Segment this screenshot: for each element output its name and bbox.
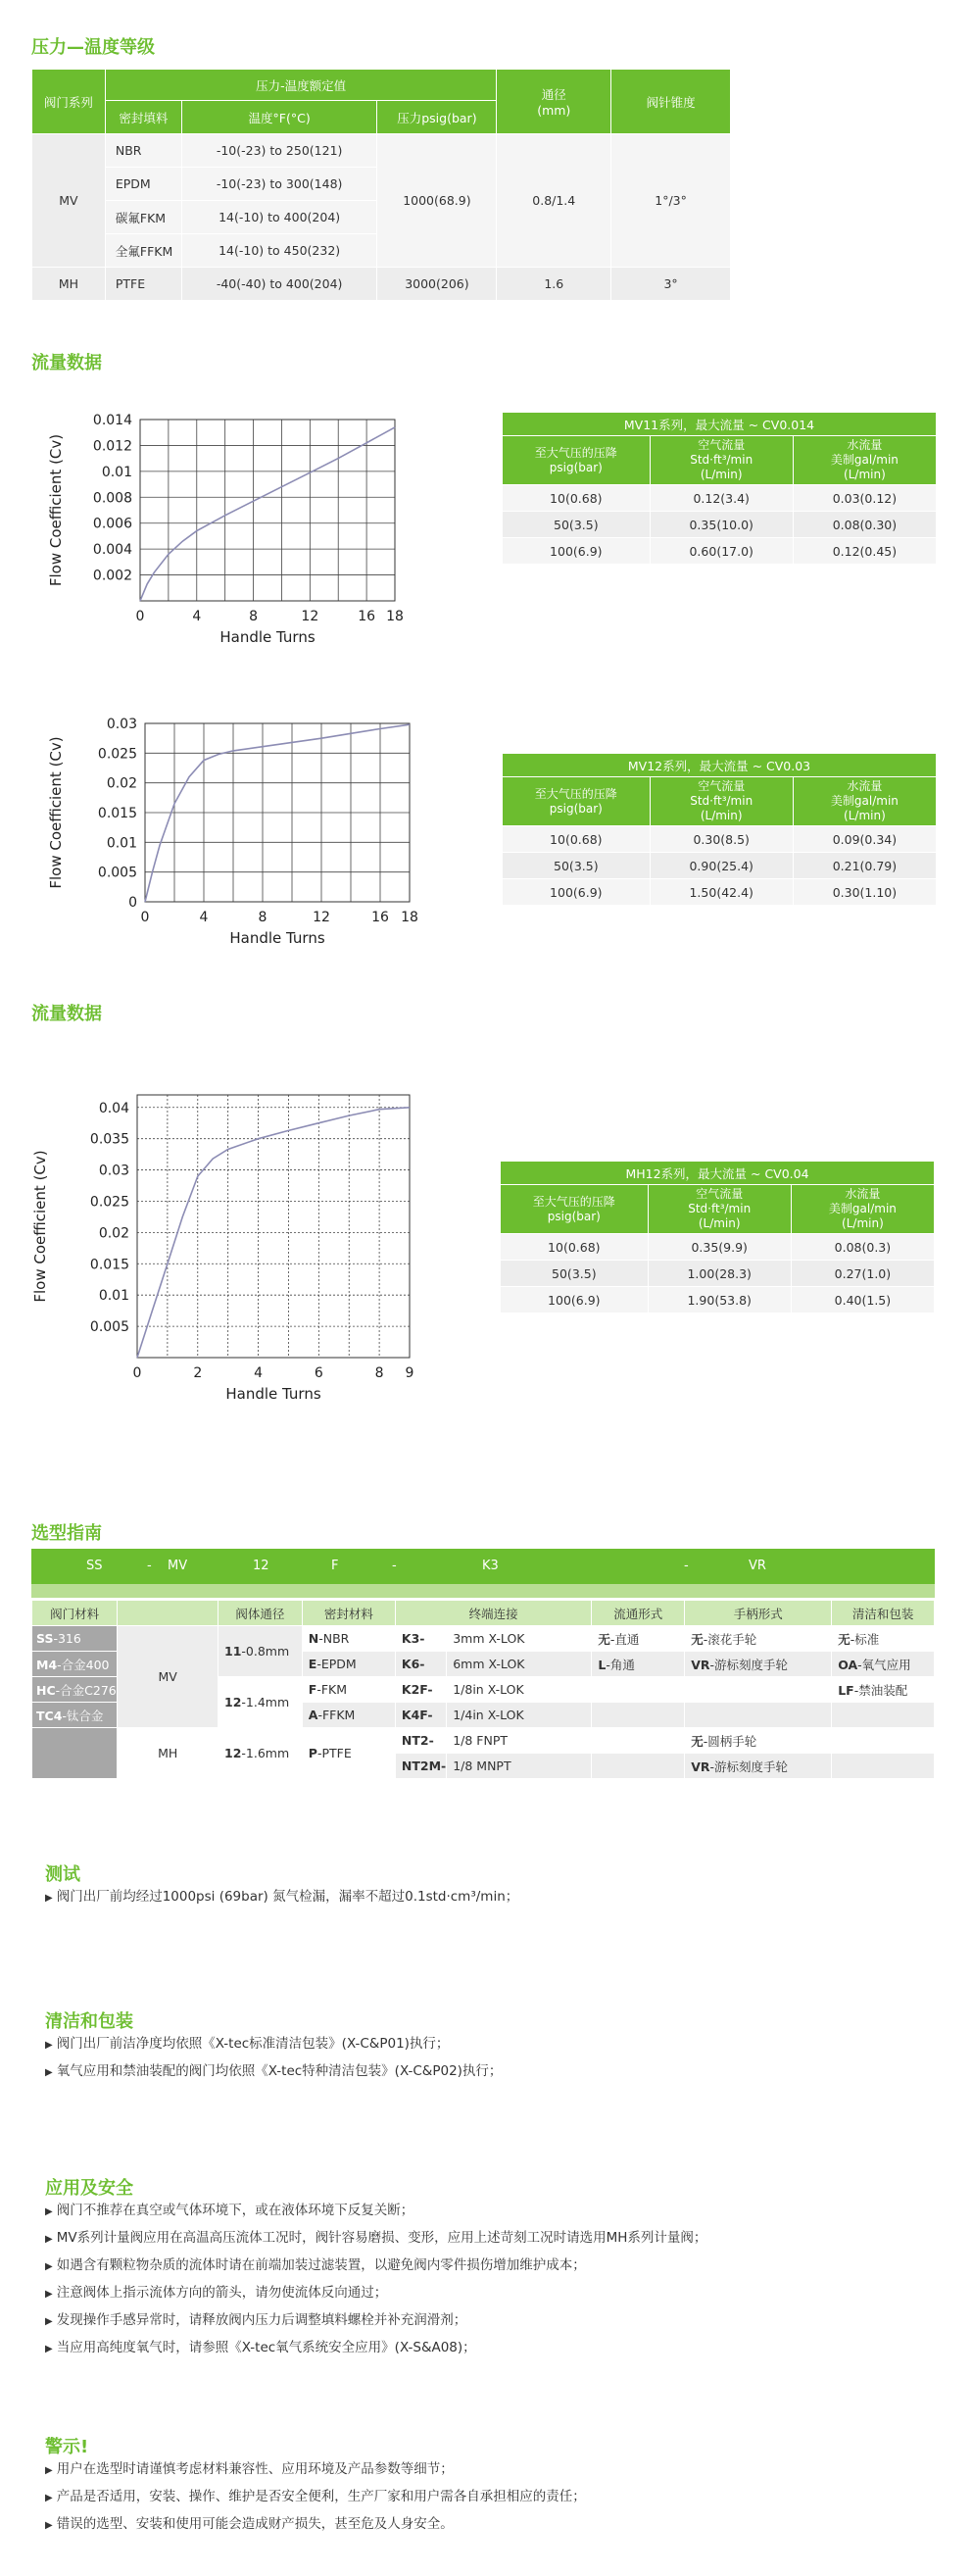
y-tick-label: 0.01 [98, 1288, 129, 1305]
plot-frame [140, 420, 395, 601]
selection-section-title: 选型指南 [31, 1523, 102, 1544]
table-row [32, 1728, 935, 1754]
example-sep: - [147, 1559, 152, 1573]
y-tick-label: 0.008 [92, 490, 132, 507]
temp-cell: -10(-23) to 300(148) [181, 168, 377, 201]
y-tick-label: 0.012 [92, 438, 132, 455]
flow-table-mv11 [502, 412, 937, 565]
x-tick-label: 9 [405, 1365, 414, 1381]
bullet-icon: ▶ [45, 1893, 53, 1904]
mv-orifice-cell: 0.8/1.4 [497, 134, 611, 268]
list-item: ▶ 氧气应用和禁油装配的阀门均依照《X-tec特种清洁包装》(X-C&P02)执行； [45, 2063, 503, 2079]
header-seal: 密封填料 [105, 101, 181, 134]
x-tick-label: 16 [371, 910, 389, 925]
flow-table-header: 空气流量 Std·ft³/min (L/min) [650, 436, 793, 485]
material-cell: HC-合金C276 [32, 1677, 118, 1703]
y-tick-label: 0.006 [92, 516, 132, 532]
x-tick-label: 8 [258, 910, 267, 925]
warning-title: 警示! [45, 2437, 89, 2457]
flow-table-cell: 0.08(0.3) [791, 1234, 934, 1261]
flow-table-cell: 0.21(0.79) [793, 853, 936, 879]
seal-cell: P-PTFE [302, 1728, 395, 1779]
seal-cell: NBR [105, 134, 181, 168]
example-code: K3 [482, 1559, 499, 1573]
header-temp: 温度°F(°C) [181, 101, 377, 134]
flow-table-header: 空气流量 Std·ft³/min (L/min) [648, 1185, 791, 1234]
x-tick-label: 18 [401, 910, 418, 925]
selection-example-bar [31, 1549, 935, 1584]
cleaning-cell: OA-氧气应用 [832, 1652, 935, 1677]
x-axis-label: Handle Turns [225, 1385, 321, 1403]
handle-cell: 无-滚花手轮 [685, 1626, 832, 1652]
pt-section-title: 压力—温度等级 [31, 37, 155, 58]
header-end: 终端连接 [395, 1601, 592, 1626]
end-text: 6mm X-LOK [447, 1652, 592, 1677]
flow-table-cell: 0.35(9.9) [648, 1234, 791, 1261]
y-tick-label: 0.02 [106, 775, 137, 792]
y-axis-label: Flow Coefficient (Cv) [47, 433, 65, 587]
series-mv-cell: MV [118, 1626, 219, 1728]
flow-table-cell: 0.12(0.45) [793, 538, 936, 565]
header-rating: 压力-温度额定值 [105, 70, 496, 101]
flow-table-cell: 0.30(1.10) [793, 879, 936, 906]
y-tick-label: 0.005 [89, 1319, 129, 1336]
table-row [32, 1626, 935, 1652]
example-sep: - [392, 1559, 397, 1573]
bullet-icon: ▶ [45, 2234, 53, 2245]
orifice-cell: 12-1.6mm [219, 1728, 303, 1779]
table-row [501, 1287, 935, 1313]
list-item: ▶ 产品是否适用，安装、操作、维护是否安全便利，生产厂家和用户需各自承担相应的责任； [45, 2489, 586, 2504]
table-row [503, 512, 937, 538]
y-tick-label: 0.004 [92, 542, 132, 559]
safety-title: 应用及安全 [45, 2178, 133, 2199]
end-code: K2F- [395, 1677, 446, 1703]
example-sep: - [684, 1559, 689, 1573]
flow-table-cell: 0.12(3.4) [650, 485, 793, 512]
flow-table-cell: 0.09(0.34) [793, 826, 936, 853]
end-text: 1/8 MNPT [447, 1754, 592, 1779]
list-item: ▶ 错误的选型、安装和使用可能会造成财产损失，甚至危及人身安全。 [45, 2516, 454, 2532]
y-tick-label: 0.005 [97, 865, 137, 881]
table-row [503, 853, 937, 879]
x-tick-label: 18 [386, 609, 404, 624]
y-tick-label: 0.002 [92, 568, 132, 584]
header-valve-series: 阀门系列 [32, 70, 106, 134]
table-row [32, 134, 731, 168]
example-code: F [331, 1559, 339, 1573]
end-code: NT2M- [395, 1754, 446, 1779]
y-tick-label: 0.015 [89, 1257, 129, 1273]
header-pressure: 压力psig(bar) [377, 101, 497, 134]
flow-table-cell: 10(0.68) [503, 826, 651, 853]
material-cell: M4-合金400 [32, 1652, 118, 1677]
mh-taper-cell: 3° [611, 268, 731, 301]
y-tick-label: 0.025 [89, 1194, 129, 1211]
seal-cell: 碳氟FKM [105, 201, 181, 234]
header-orifice: 通径 (mm) [497, 70, 611, 134]
mv-pressure-cell: 1000(68.9) [377, 134, 497, 268]
warning-list [45, 2456, 586, 2539]
seal-cell: 全氟FFKM [105, 234, 181, 268]
handle-cell: VR-游标刻度手轮 [685, 1754, 832, 1779]
y-tick-label: 0.015 [97, 806, 137, 821]
header-material: 阀门材料 [32, 1601, 118, 1626]
x-tick-label: 12 [301, 609, 319, 624]
cleaning-cell: LF-禁油装配 [832, 1677, 935, 1703]
header-orifice: 阀体通径 [219, 1601, 303, 1626]
flow-table-cell: 0.90(25.4) [650, 853, 793, 879]
header-handle: 手柄形式 [685, 1601, 832, 1626]
flow-table-cell: 10(0.68) [503, 485, 651, 512]
x-tick-label: 4 [199, 910, 209, 925]
safety-list [45, 2198, 706, 2362]
example-code: 12 [253, 1559, 269, 1573]
example-code: VR [749, 1559, 766, 1573]
flow-table-cell: 1.00(28.3) [648, 1261, 791, 1287]
flow-table-header: 水流量 美制gal/min (L/min) [793, 436, 936, 485]
orifice-cell: 11-0.8mm [219, 1626, 303, 1677]
mh-orifice-cell: 1.6 [497, 268, 611, 301]
series-line [145, 724, 410, 902]
y-tick-label: 0.04 [98, 1100, 129, 1116]
bullet-icon: ▶ [45, 2465, 53, 2476]
selection-guide-table [31, 1600, 935, 1779]
header-stem-taper: 阀针锥度 [611, 70, 731, 134]
flow-chart-mv11 [37, 402, 419, 667]
flow-table-cell: 1.50(42.4) [650, 879, 793, 906]
bullet-icon: ▶ [45, 2493, 53, 2503]
x-axis-label: Handle Turns [229, 929, 325, 947]
bullet-icon: ▶ [45, 2316, 53, 2327]
flow-table-header: 至大气压的压降 psig(bar) [503, 436, 651, 485]
flow-table-header: 至大气压的压降 psig(bar) [501, 1185, 649, 1234]
flow-table-cell: 0.08(0.30) [793, 512, 936, 538]
y-tick-label: 0.02 [98, 1225, 129, 1242]
bullet-icon: ▶ [45, 2040, 53, 2051]
y-tick-label: 0.03 [98, 1163, 129, 1179]
list-item: ▶ 如遇含有颗粒物杂质的流体时请在前端加装过滤装置，以避免阀内零件损伤增加维护成本； [45, 2257, 586, 2273]
list-item: ▶ MV系列计量阀应用在高温高压流体工况时，阀针容易磨损、变形，应用上述苛刻工况时请选用MH系列计量阀； [45, 2230, 707, 2246]
header-cleaning: 清洁和包装 [832, 1601, 935, 1626]
flow-table-header: 水流量 美制gal/min (L/min) [791, 1185, 934, 1234]
flow-table-cell: 50(3.5) [501, 1261, 649, 1287]
x-tick-label: 16 [358, 609, 376, 624]
bullet-icon: ▶ [45, 2261, 53, 2272]
example-code: SS [86, 1559, 103, 1573]
mh-pressure-cell: 3000(206) [377, 268, 497, 301]
list-item: ▶ 用户在选型时请谨慎考虑材料兼容性、应用环境及产品参数等细节； [45, 2461, 454, 2477]
flow-table-mh12 [500, 1161, 935, 1313]
flow-table-cell: 1.90(53.8) [648, 1287, 791, 1313]
seal-cell: N-NBR [302, 1626, 395, 1652]
y-tick-label: 0 [128, 895, 137, 911]
x-tick-label: 8 [249, 609, 259, 624]
list-item: ▶ 发现操作手感异常时，请释放阀内压力后调整填料螺栓并补充润滑剂； [45, 2312, 467, 2328]
flow-table-title: MV12系列，最大流量 ~ CV0.03 [503, 754, 937, 777]
mv-taper-cell: 1°/3° [611, 134, 731, 268]
flow-section-title-2: 流量数据 [31, 1004, 102, 1024]
seal-cell: A-FFKM [302, 1703, 395, 1728]
end-code: K4F- [395, 1703, 446, 1728]
flow-table-header: 水流量 美制gal/min (L/min) [793, 777, 936, 826]
bullet-icon: ▶ [45, 2520, 53, 2531]
seal-cell: EPDM [105, 168, 181, 201]
clean-list [45, 2031, 502, 2086]
y-tick-label: 0.01 [106, 835, 137, 852]
y-axis-label: Flow Coefficient (Cv) [47, 736, 65, 889]
x-tick-label: 8 [374, 1365, 384, 1381]
selection-divider [31, 1584, 935, 1598]
mh-series-cell: MH [32, 268, 106, 301]
y-tick-label: 0.025 [97, 746, 137, 763]
flow-cell: L-角通 [592, 1652, 685, 1677]
flow-table-header: 空气流量 Std·ft³/min (L/min) [650, 777, 793, 826]
test-list [45, 1884, 518, 1911]
end-code: NT2- [395, 1728, 446, 1754]
cleaning-cell: 无-标准 [832, 1626, 935, 1652]
flow-table-cell: 100(6.9) [501, 1287, 649, 1313]
pressure-temperature-table [31, 69, 731, 301]
flow-table-cell: 100(6.9) [503, 879, 651, 906]
table-row [503, 826, 937, 853]
table-row [501, 1261, 935, 1287]
temp-cell: 14(-10) to 400(204) [181, 201, 377, 234]
clean-title: 清洁和包装 [45, 2011, 133, 2032]
seal-cell: PTFE [105, 268, 181, 301]
x-axis-label: Handle Turns [219, 628, 316, 646]
temp-cell: -10(-23) to 250(121) [181, 134, 377, 168]
handle-cell: VR-游标刻度手轮 [685, 1652, 832, 1677]
flow-chart-mh12 [22, 1073, 443, 1407]
flow-table-cell: 0.40(1.5) [791, 1287, 934, 1313]
flow-table-cell: 0.35(10.0) [650, 512, 793, 538]
end-text: 1/8 FNPT [447, 1728, 592, 1754]
example-code: MV [168, 1559, 188, 1573]
seal-cell: E-EPDM [302, 1652, 395, 1677]
end-text: 1/4in X-LOK [447, 1703, 592, 1728]
flow-table-cell: 100(6.9) [503, 538, 651, 565]
list-item: ▶ 当应用高纯度氧气时，请参照《X-tec氧气系统安全应用》(X-S&A08)； [45, 2340, 476, 2355]
test-title: 测试 [45, 1864, 80, 1885]
table-row [503, 879, 937, 906]
y-axis-label: Flow Coefficient (Cv) [31, 1150, 49, 1303]
bullet-icon: ▶ [45, 2206, 53, 2217]
table-row [501, 1234, 935, 1261]
list-item: ▶ 注意阀体上指示流体方向的箭头，请勿使流体反向通过； [45, 2285, 388, 2301]
flow-table-title: MH12系列，最大流量 ~ CV0.04 [501, 1162, 935, 1185]
x-tick-label: 0 [140, 910, 150, 925]
flow-table-header: 至大气压的压降 psig(bar) [503, 777, 651, 826]
flow-table-cell: 0.03(0.12) [793, 485, 936, 512]
header-seal: 密封材料 [302, 1601, 395, 1626]
series-mh-cell: MH [118, 1728, 219, 1779]
x-tick-label: 6 [314, 1365, 323, 1381]
flow-cell: 无-直通 [592, 1626, 685, 1652]
list-item: ▶ 阀门出厂前洁净度均依照《X-tec标准清洁包装》(X-C&P01)执行； [45, 2036, 450, 2052]
material-cell: SS-316 [32, 1626, 118, 1652]
flow-table-cell: 0.30(8.5) [650, 826, 793, 853]
end-text: 1/8in X-LOK [447, 1677, 592, 1703]
end-code: K6- [395, 1652, 446, 1677]
material-cell: TC4-钛合金 [32, 1703, 118, 1728]
seal-cell: F-FKM [302, 1677, 395, 1703]
header-flow: 流通形式 [592, 1601, 685, 1626]
x-tick-label: 0 [135, 609, 145, 624]
bullet-icon: ▶ [45, 2067, 53, 2078]
y-tick-label: 0.014 [92, 413, 132, 428]
bullet-icon: ▶ [45, 2289, 53, 2300]
bullet-icon: ▶ [45, 2344, 53, 2354]
y-tick-label: 0.035 [89, 1131, 129, 1148]
flow-table-cell: 50(3.5) [503, 853, 651, 879]
flow-section-title-1: 流量数据 [31, 353, 102, 373]
x-tick-label: 12 [313, 910, 330, 925]
temp-cell: 14(-10) to 450(232) [181, 234, 377, 268]
flow-table-cell: 0.27(1.0) [791, 1261, 934, 1287]
x-tick-label: 4 [192, 609, 202, 624]
flow-table-cell: 50(3.5) [503, 512, 651, 538]
end-code: K3- [395, 1626, 446, 1652]
x-tick-label: 4 [254, 1365, 264, 1381]
list-item: ▶ 阀门出厂前均经过1000psi (69bar) 氮气检漏，漏率不超过0.1std·cm³/min； [45, 1889, 519, 1905]
table-row [503, 485, 937, 512]
list-item: ▶ 阀门不推荐在真空或气体环境下，或在液体环境下反复关断； [45, 2203, 414, 2218]
flow-table-mv12 [502, 753, 937, 906]
mv-series-cell: MV [32, 134, 106, 268]
y-tick-label: 0.03 [106, 717, 137, 732]
x-tick-label: 2 [193, 1365, 203, 1381]
orifice-cell: 12-1.4mm [219, 1677, 303, 1728]
temp-cell: -40(-40) to 400(204) [181, 268, 377, 301]
y-tick-label: 0.01 [101, 464, 132, 480]
end-text: 3mm X-LOK [447, 1626, 592, 1652]
flow-table-title: MV11系列，最大流量 ~ CV0.014 [503, 413, 937, 436]
flow-chart-mv12 [37, 706, 429, 970]
flow-table-cell: 10(0.68) [501, 1234, 649, 1261]
handle-cell: 无-圆柄手轮 [685, 1728, 832, 1754]
x-tick-label: 0 [132, 1365, 142, 1381]
table-row [32, 268, 731, 301]
table-row [503, 538, 937, 565]
flow-table-cell: 0.60(17.0) [650, 538, 793, 565]
